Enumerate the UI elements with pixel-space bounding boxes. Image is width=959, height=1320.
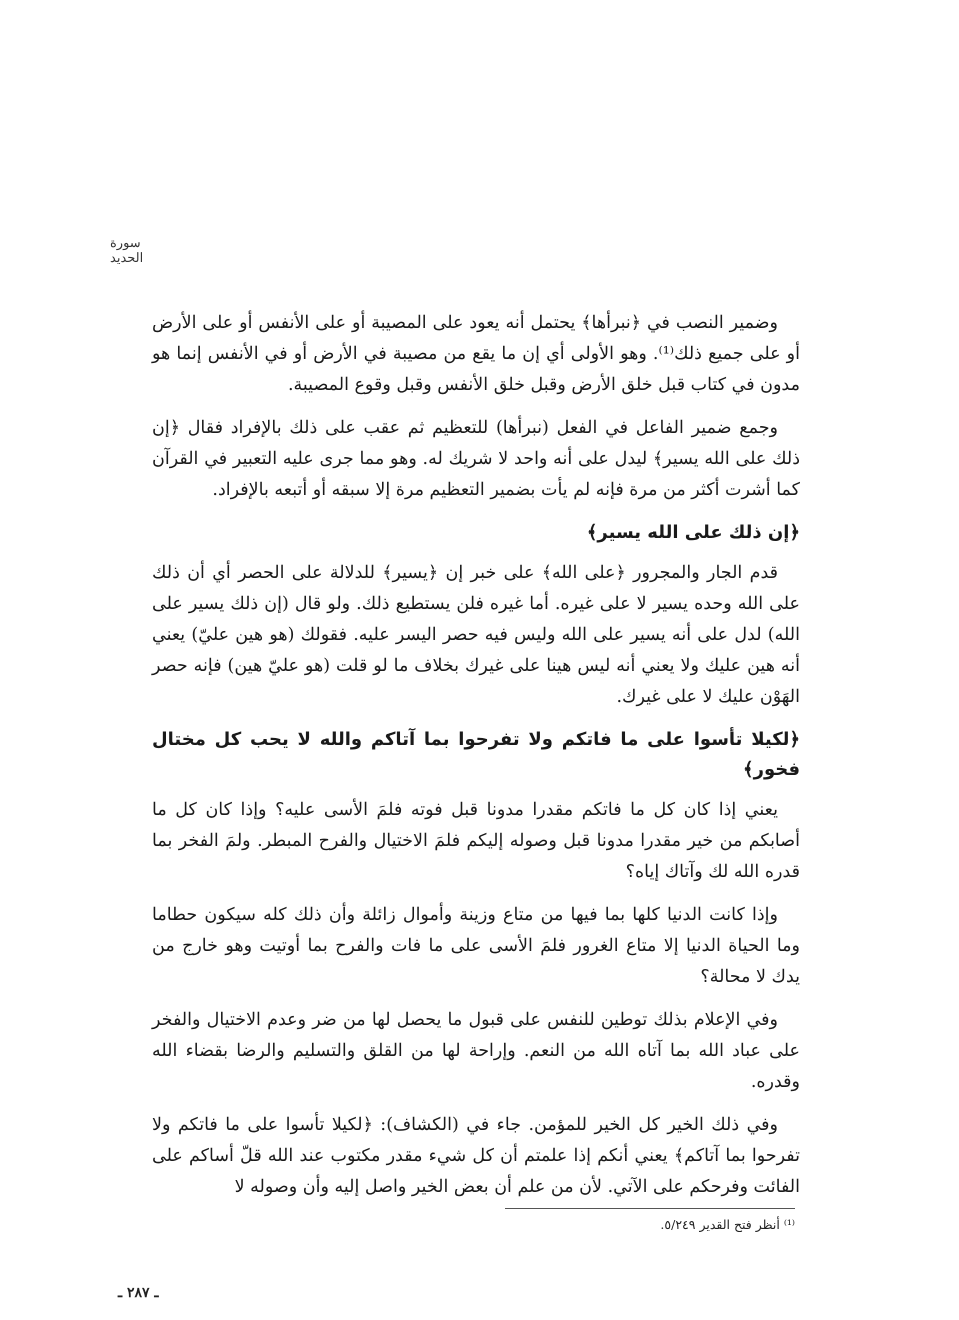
paragraph: وفي الإعلام بذلك توطين للنفس على قبول ما يحصل لها من ضر وعدم الاختيال والفخر على عباد الله بما آتاه الله من النعم. وإراحة لها من القلق والتسليم والرضا بقضاء الله وقدره. xyxy=(152,1010,800,1092)
paragraph: وفي ذلك الخير كل الخير للمؤمن. جاء في (الكشاف): ﴿لكيلا تأسوا على ما فاتكم ولا تفرحوا بما آتاكم﴾ يعني أنكم إذا علمتم أن كل شيء مقدر مكتوب عند الله قلّ أساكم على الفائت وفرحكم على الآتي. لأن من علم أن بعض الخير واصل إليه وأن وصوله لا xyxy=(152,1115,800,1197)
paragraph: يعني إذا كان كل ما فاتكم مقدرا مدونا قبل فوته فلمَ الأسى عليه؟ وإذا كان كل ما أصابكم من خير مقدرا مدونا قبل وصوله إليكم فلمَ الاختيال والفرح المبطر. ولمَ الفخر بما قدره الله لك وآتاك إياه؟ xyxy=(152,800,800,882)
paragraph: وإذا كانت الدنيا كلها بما فيها من متاع وزينة وأموال زائلة وأن ذلك كله سيكون حطاما وما الحياة الدنيا إلا متاع الغرور فلمَ الأسى على ما فات والفرح بما أوتيت وهو خارج من يدك لا محالة؟ xyxy=(152,905,800,987)
verse-heading: ﴿إن ذلك على الله يسير﴾ xyxy=(586,522,800,543)
paragraph: وضمير النصب في ﴿نبرأها﴾ يحتمل أنه يعود على المصيبة أو على الأنفس أو على الأرض أو على جميع ذلك⁽¹⁾. وهو الأولى أي إن ما يقع من مصيبة في الأرض أو في الأنفس إنما هو مدون في كتاب قبل خلق الأرض وقبل خلق الأنفس وقبل وقوع المصيبة. xyxy=(152,313,800,395)
footnote: ⁽¹⁾ أنظر فتح القدير ٥/٢٤٩. xyxy=(660,1217,795,1232)
verse-heading: ﴿لكيلا تأسوا على ما فاتكم ولا تفرحوا بما آتاكم والله لا يحب كل مختال فخور﴾ xyxy=(152,729,800,780)
paragraph: قدم الجار والمجرور ﴿على الله﴾ على خبر إن ﴿يسير﴾ للدلالة على الحصر أي أن ذلك على الله وحده يسير لا على غيره. أما غيره فلن يستطيع ذلك. ولو قال (إن ذلك يسير على الله) لدل على أنه يسير على الله وليس فيه حصر اليسر عليه. فقولك (هو هين عليّ) يعني أنه هين عليك ولا يعني أنه ليس هينا على غيرك بخلاف ما لو قلت (هو عليّ هين) فإنه حصر الهَوْن عليك لا على غيرك. xyxy=(152,563,800,707)
paragraph: وجمع ضمير الفاعل في الفعل (نبرأها) للتعظيم ثم عقب على ذلك بالإفراد فقال ﴿إن ذلك على الله يسير﴾ ليدل على أنه واحد لا شريك له. وهو مما جرى عليه التعبير في القرآن كما أشرت أكثر من مرة فإنه لم يأت بضمير التعظيم مرة إلا سبقه أو أتبعه بالإفراد. xyxy=(152,418,800,500)
body-text xyxy=(152,308,800,1215)
page-number: ـ ٢٨٧ ـ xyxy=(118,1285,159,1301)
running-header: سورة الحديد xyxy=(110,236,144,266)
footnote-divider xyxy=(505,1208,795,1209)
